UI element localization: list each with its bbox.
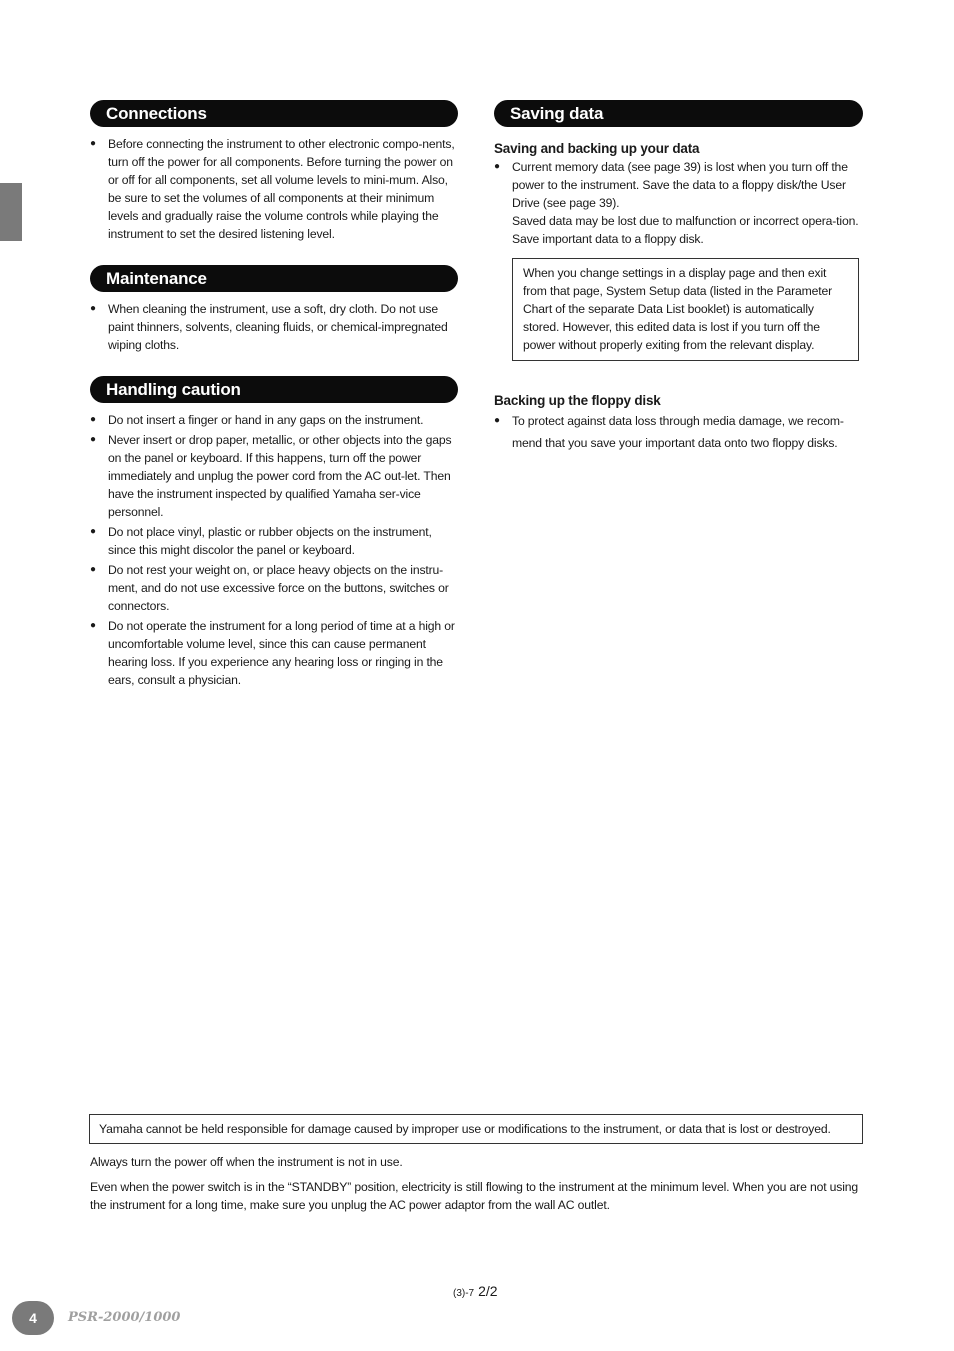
page-code (453, 1283, 498, 1299)
saving-subheading: Saving and backing up your data (494, 141, 700, 156)
standby-text: Even when the power switch is in the “STANDBY” position, electricity is still flowing to the instrument at the minimum level. When you are not using the instrument for a long time, make sure you unplug the AC power adaptor from the wall AC outlet. (90, 1180, 859, 1212)
bullet-icon: ● (90, 303, 96, 314)
list-item: ● Do not place vinyl, plastic or rubber objects on the instrument, since this might discolor the panel or keyboard. (90, 525, 432, 557)
saving-continuation: Saved data may be lost due to malfunction or incorrect opera-tion. Save important data to a floppy disk. (512, 214, 859, 246)
handling-heading: Handling caution (90, 376, 458, 403)
disclaimer-box: Yamaha cannot be held responsible for damage caused by improper use or modifications to the instrument, or data that is lost or destroyed. (89, 1114, 863, 1144)
bullet-icon: ● (494, 415, 500, 426)
bullet-icon: ● (494, 161, 500, 172)
list-item: ● To protect against data loss through media damage, we recom-mend that you save your important data onto two floppy disks. (494, 410, 863, 454)
maintenance-list (90, 300, 458, 354)
list-item: ● Current memory data (see page 39) is lost when you turn off the power to the instrument. Save the data to a floppy disk/the User Drive (see page 39). (494, 160, 848, 210)
side-tab-marker (0, 183, 22, 241)
list-item: ● Do not operate the instrument for a long period of time at a high or uncomfortable volume level, since this can cause permanent hearing loss. If you experience any hearing loss or ringing in the ears, consult a physician. (90, 619, 455, 687)
saving-heading: Saving data (494, 100, 863, 127)
list-item: ● Do not insert a finger or hand in any gaps on the instrument. (90, 413, 424, 427)
handling-section (90, 376, 458, 689)
page-code-big: 2/2 (478, 1283, 498, 1299)
page-number: 4 (12, 1301, 54, 1335)
bullet-icon: ● (90, 138, 96, 149)
right-column (494, 100, 863, 456)
bullet-icon: ● (90, 526, 96, 537)
list-item: ● When cleaning the instrument, use a soft, dry cloth. Do not use paint thinners, solvents, cleaning fluids, or chemical-impregnated wiping cloths. (90, 302, 448, 352)
power-off-text: Always turn the power off when the instrument is not in use. (90, 1155, 403, 1169)
list-item: ● Never insert or drop paper, metallic, or other objects into the gaps on the panel or keyboard. If this happens, turn off the power immediately and unplug the power cord from the AC out-let. Then have the instrument inspected by qualified Yamaha ser-vice personnel. (90, 433, 452, 519)
list-item: ● Do not rest your weight on, or place heavy objects on the instru-ment, and do not use excessive force on the buttons, switches or connectors. (90, 563, 449, 613)
list-item: ● Before connecting the instrument to other electronic compo-nents, turn off the power for all components. Before turning the power on or off for all components, set all volume levels to mini-mum. Also, be sure to set the volumes of all components at their minimum levels and gradually raise the volume controls while playing the instrument to set the desired listening level. (90, 137, 455, 241)
connections-list (90, 135, 458, 243)
bullet-icon: ● (90, 620, 96, 631)
backup-list (494, 410, 863, 454)
bullet-icon: ● (90, 434, 96, 445)
note-box: When you change settings in a display page and then exit from that page, System Setup data (listed in the Parameter Chart of the separate Data List booklet) is automatically stored. However, this edited data is lost if you turn off the power without properly exiting from the relevant display. (512, 258, 859, 361)
bullet-icon: ● (90, 564, 96, 575)
bullet-icon: ● (90, 414, 96, 425)
model-name: PSR-2000/1000 (68, 1310, 181, 1325)
page-code-small: (3)-7 (453, 1288, 475, 1299)
backup-subheading: Backing up the floppy disk (494, 393, 661, 408)
saving-list (494, 158, 863, 212)
handling-list (90, 411, 458, 689)
left-column (90, 100, 458, 711)
connections-heading: Connections (90, 100, 458, 127)
connections-section (90, 100, 458, 243)
maintenance-heading: Maintenance (90, 265, 458, 292)
maintenance-section (90, 265, 458, 354)
